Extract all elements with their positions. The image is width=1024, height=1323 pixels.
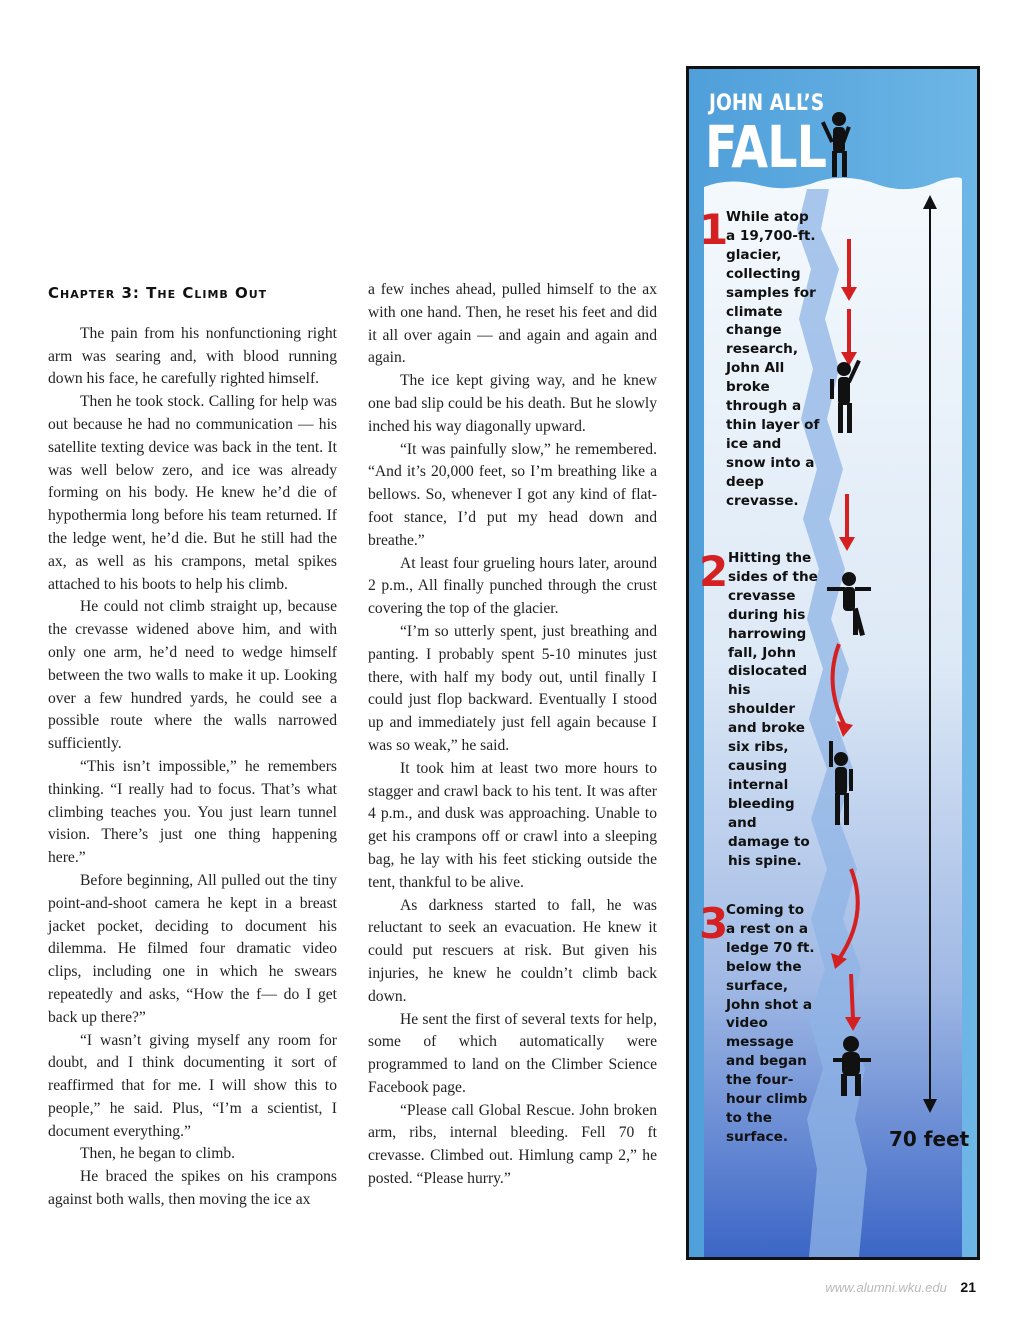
step-number: 2 [699,547,729,596]
step-description: Coming to a rest on a ledge 70 ft. below the surface, John shot a video message and began the four-hour climb to the surface. [726,902,815,1145]
paragraph: “I’m so utterly spent, just breathing and panting. I probably spent 5-10 minutes just there, with half my body out, until finally I could just flop backward. Eventually I stood up and immediately just fell again because I was so weak,” he said. [368,622,657,754]
paragraph: Then, he began to climb. [80,1145,236,1163]
footer-url: www.alumni.wku.edu [825,1280,947,1295]
paragraph: At least four grueling hours later, around 2 p.m., All finally punched through the crust covering the top of the glacier. [368,554,657,618]
step-number: 3 [699,899,729,948]
article-column-1 [48,282,337,1212]
infographic-title: FALL [705,113,827,181]
article-column-2 [368,279,657,1191]
paragraph: Then he took stock. Calling for help was out because he had no communication — his satellite texting device was back in the tent. It was well below zero, and ice was already forming on his body. He knew he’d die of hypothermia long before his team returned. If the ledge went, he’d die. But he still had the ax, as well as his crampons, metal spikes attached to his boots to help his climb. [48,393,337,593]
step-number: 1 [699,205,729,254]
paragraph: “I wasn’t giving myself any room for doubt, and I think documenting it sort of reaffirmed that for me. I will show this to people,” he said. Plus, “I’m a scientist, I document everything.” [48,1031,337,1140]
fall-infographic [686,66,980,1260]
paragraph: The pain from his nonfunctioning right arm was searing and, with blood running down his face, he carefully righted himself. [48,324,337,388]
paragraph: a few inches ahead, pulled himself to the ax with one hand. Then, he reset his feet and did it all over again — and again and again and again. [368,281,657,367]
paragraph: As darkness started to fall, he was reluctant to seek an evacuation. He knew it could put rescuers at risk. But given his injuries, he knew he couldn’t climb back down. [368,896,657,1005]
infographic-title-small: JOHN ALL’S [709,91,825,116]
paragraph: It took him at least two more hours to stagger and crawl back to his tent. It was after 4 p.m., and dusk was approaching. Unable to get his crampons off or crawl into a sleeping bag, he lay with his feet sticking outside the tent, thankful to be alive. [368,759,657,891]
paragraph: He braced the spikes on his crampons against both walls, then moving the ice ax [48,1168,337,1209]
paragraph: He could not climb straight up, because the crevasse widened above him, and with only one arm, he’d need to wedge himself between the two walls to make it up. Looking over a few hundred yards, he could see a possible route where the walls narrowed sufficiently. [48,598,337,753]
paragraph: Before beginning, All pulled out the tiny point-and-shoot camera he kept in a breast jacket pocket, deciding to document his dilemma. He filmed four dramatic video clips, including one in which he swears repeatedly and asks, “How the f— do I get back up there?” [48,871,337,1026]
paragraph: “Please call Global Rescue. John broken arm, ribs, internal bleeding. Fell 70 ft crevasse. Climbed out. Himlung camp 2,” he posted. “Please hurry.” [368,1101,657,1188]
paragraph: “This isn’t impossible,” he remembers thinking. “I really had to focus. That’s what climbing teaches you. You just learn tunnel vision. There’s just one thing happening here.” [48,757,337,867]
paragraph: The ice kept giving way, and he knew one bad slip could be his death. But he slowly inched his way diagonally upward. [368,372,657,435]
paragraph: He sent the first of several texts for help, some of which automatically were programmed to land on the Climber Science Facebook page. [368,1010,657,1096]
chapter-title: Chapter 3: The Climb Out [48,284,268,302]
step-description: While atop a 19,700-ft. glacier, collecting samples for climate change research, John All broke through a thin layer of ice and snow into a deep crevasse. [726,209,820,509]
depth-label: 70 feet [889,1127,970,1151]
fall-arrow [851,974,853,1019]
page-number: 21 [960,1279,976,1295]
step-description: Hitting the sides of the crevasse during his harrowing fall, John dislocated his shoulder and broke six ribs, causing internal bleeding and damage to his spine. [728,550,818,869]
paragraph: “It was painfully slow,” he remembered. “And it’s 20,000 feet, so I’m breathing like a bellows. So, whenever I got any kind of flat-foot stance, I’d put my head down and breathe.” [368,440,657,549]
page-footer [825,1279,976,1295]
